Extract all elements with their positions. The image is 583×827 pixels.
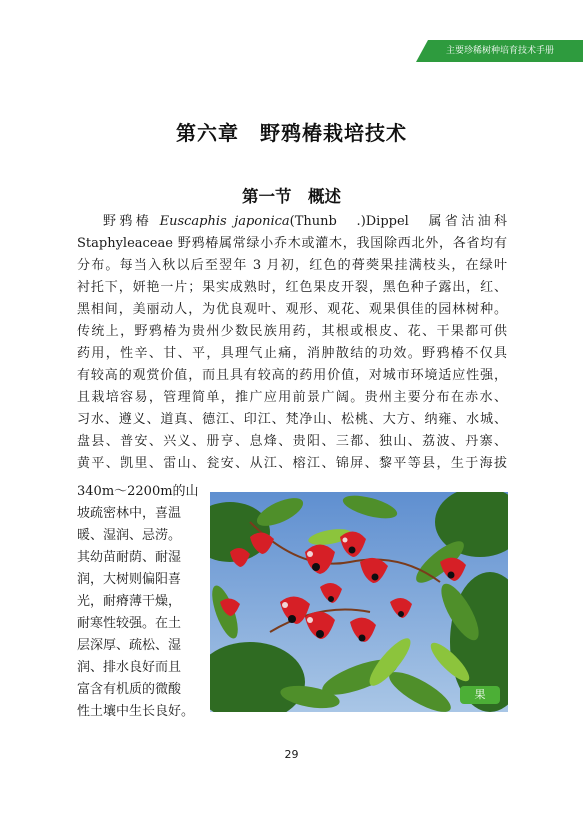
wrapped-text-line: 其幼苗耐荫、耐湿 <box>77 550 182 565</box>
body-first-line <box>103 211 507 233</box>
page-number: 29 <box>284 748 299 761</box>
species-authority: (Thunb .)Dippel 属省沽油科 <box>289 214 507 229</box>
body-line: 药用，性辛、甘、平，具理气止痛，消肿散结的功效。野鸦椿不仅具 <box>77 346 507 361</box>
wrapped-text-line: 光，耐瘠薄干燥， <box>77 594 182 609</box>
body-line: 黑相间，美丽动人，为优良观叶、观形、观花、观果俱佳的园林树种。 <box>77 302 507 317</box>
body-line: 黄平、凯里、雷山、瓮安、从江、榕江、锦屏、黎平等县，生于海拔 <box>77 456 507 471</box>
wrapped-text-line: 坡疏密林中，喜温 <box>77 506 182 521</box>
species-latin-name: Euscaphis japonica <box>159 214 290 229</box>
body-line: 传统上，野鸦椿为贵州少数民族用药，其根或根皮、花、干果都可供 <box>77 324 507 339</box>
wrapped-text-line: 层深厚、疏松、湿 <box>77 638 182 653</box>
section-title: 第一节 概述 <box>242 187 341 206</box>
body-line: 习水、遵义、道真、德江、印江、梵净山、松桃、大方、纳雍、水城、 <box>77 412 507 427</box>
wrapped-text-line: 润、排水良好而且 <box>77 660 182 675</box>
species-common-name: 野鸦椿 <box>103 214 160 229</box>
wrapped-text-line: 340m～2200m的山 <box>77 484 199 499</box>
fruit-photo <box>210 492 508 712</box>
body-line: Staphyleaceae 野鸦椿属常绿小乔木或灌木，我国除西北外，各省均有 <box>77 236 507 251</box>
wrapped-text-line: 富含有机质的微酸 <box>77 682 182 697</box>
body-line: 有较高的观赏价值，而且具有较高的药用价值，对城市环境适应性强， <box>77 368 507 383</box>
body-line: 分布。每当入秋以后至翌年 3 月初，红色的蓇葖果挂满枝头，在绿叶 <box>77 258 507 273</box>
photo-caption: 果 <box>460 686 500 704</box>
wrapped-text-line: 润，大树则偏阳喜 <box>77 572 182 587</box>
running-header: 主要珍稀树种培育技术手册 <box>445 46 554 56</box>
chapter-title: 第六章 野鸦椿栽培技术 <box>176 121 407 145</box>
wrapped-text-line: 暖、湿润、忌涝。 <box>77 528 182 543</box>
body-line: 衬托下，妍艳一片；果实成熟时，红色果皮开裂，黑色种子露出，红、 <box>77 280 507 295</box>
body-line: 盘县、普安、兴义、册亨、息烽、贵阳、三都、独山、荔波、丹寨、 <box>77 434 507 449</box>
fruit-photo-illustration <box>210 492 508 712</box>
wrapped-text-line: 耐寒性较强。在土 <box>77 616 182 631</box>
wrapped-text-line: 性土壤中生长良好。 <box>77 704 195 719</box>
body-line: 且栽培容易，管理简单，推广应用前景广阔。贵州主要分布在赤水、 <box>77 390 507 405</box>
